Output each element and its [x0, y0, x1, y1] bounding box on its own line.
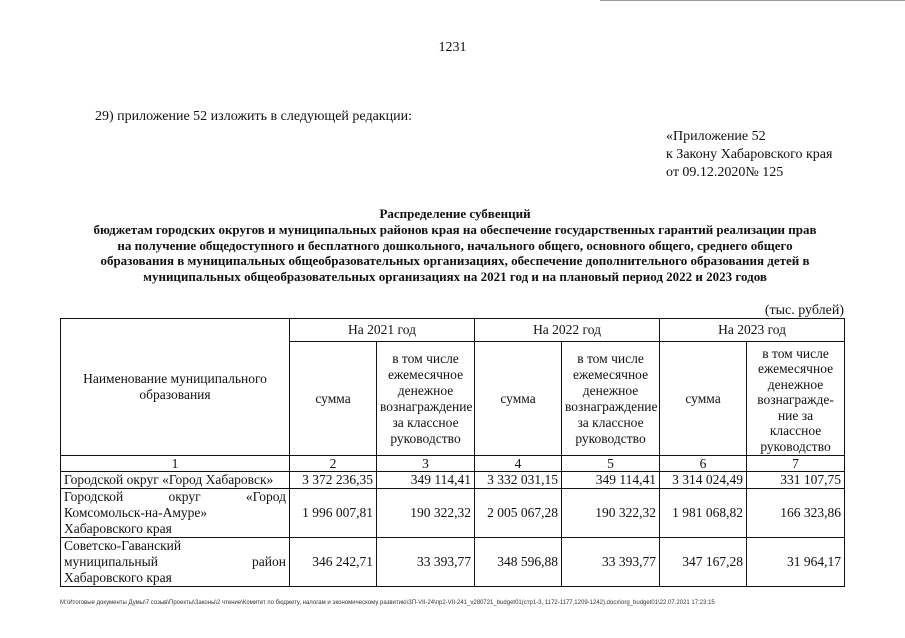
title-line: образования в муниципальных общеобразовательных организациях, обеспечение дополнительного образования детей в	[100, 253, 810, 269]
table-row	[61, 489, 845, 538]
title-line: Распределение субвенций	[379, 206, 531, 221]
cell-sum-2022: 348 596,88	[475, 538, 562, 587]
header-line: вознагражде-	[757, 392, 834, 407]
appendix-reference	[666, 128, 832, 182]
cell-incl-2022: 349 114,41	[562, 472, 660, 489]
column-header-year-2023: На 2023 год	[660, 319, 845, 342]
cell-sum-2021: 346 242,71	[290, 538, 377, 587]
column-header-incl	[747, 342, 845, 456]
row-name-line	[64, 554, 286, 570]
row-name-word: муниципальный	[64, 554, 158, 569]
title-line: бюджетам городских округов и муниципальных районов края на обеспечение государственных гарантий реализации прав	[93, 221, 817, 237]
title-line: на получение общедоступного и бесплатного дошкольного, начального общего, основного общего, среднего общего	[117, 237, 793, 253]
table-row	[61, 472, 845, 489]
header-row-years	[61, 319, 845, 342]
top-edge-line	[600, 0, 905, 1]
column-number: 4	[475, 456, 562, 472]
column-header-sum: сумма	[475, 342, 562, 456]
header-line: ежемесячное	[757, 361, 834, 376]
row-name	[61, 489, 290, 538]
row-name-line	[64, 489, 286, 505]
row-name-line: Хабаровского края	[64, 570, 172, 585]
subvention-table	[60, 318, 845, 587]
column-number: 7	[747, 456, 845, 472]
column-number: 1	[61, 456, 290, 472]
cell-incl-2023: 166 323,86	[747, 489, 845, 538]
row-name-line: Советско-Гаванский	[64, 538, 182, 553]
cell-incl-2021: 190 322,32	[377, 489, 475, 538]
header-line: классное	[769, 423, 822, 438]
cell-sum-2023: 347 167,28	[660, 538, 747, 587]
intro-text: 29) приложение 52 изложить в следующей редакции:	[95, 109, 412, 124]
column-header-sum: сумма	[660, 342, 747, 456]
cell-sum-2021: 3 372 236,35	[290, 472, 377, 489]
row-name-word: район	[252, 554, 286, 569]
column-header-incl: в том числе ежемесячное денежное вознаграждение за классное руководство	[562, 342, 660, 456]
cell-sum-2021: 1 996 007,81	[290, 489, 377, 538]
column-header-year-2022: На 2022 год	[475, 319, 660, 342]
cell-incl-2021: 349 114,41	[377, 472, 475, 489]
cell-sum-2022: 3 332 031,15	[475, 472, 562, 489]
column-header-sum: сумма	[290, 342, 377, 456]
row-name-word: «Город	[245, 489, 286, 504]
table-row	[61, 538, 845, 587]
cell-sum-2023: 3 314 024,49	[660, 472, 747, 489]
row-name-word: округ	[168, 489, 201, 504]
cell-incl-2023: 331 107,75	[747, 472, 845, 489]
header-line: руководство	[760, 438, 831, 454]
row-name-line: Хабаровского края	[64, 521, 172, 536]
row-name-word: Городской	[64, 489, 124, 504]
row-name	[61, 472, 290, 489]
column-header-name: Наименование муниципального образования	[61, 319, 290, 456]
appendix-line-2: к Закону Хабаровского края	[666, 147, 833, 162]
appendix-line-1: «Приложение 52	[666, 129, 766, 144]
column-number: 3	[377, 456, 475, 472]
cell-incl-2023: 31 964,17	[747, 538, 845, 587]
column-number: 5	[562, 456, 660, 472]
column-number-row	[61, 456, 845, 472]
column-number: 6	[660, 456, 747, 472]
column-header-incl: в том числе ежемесячное денежное вознаграждение за классное руководство	[377, 342, 475, 456]
units-label: (тыс. рублей)	[764, 303, 844, 318]
cell-sum-2022: 2 005 067,28	[475, 489, 562, 538]
column-header-year-2021: На 2021 год	[290, 319, 475, 342]
row-name-line: Комсомольск-на-Амуре»	[64, 505, 208, 520]
page-number: 1231	[438, 40, 467, 55]
document-title	[52, 206, 858, 285]
appendix-line-3: от 09.12.2020№ 125	[666, 165, 784, 180]
header-line: ние за	[777, 407, 814, 423]
cell-incl-2021: 33 393,77	[377, 538, 475, 587]
file-path-footer: M:\Итоговые документы Думы\7 созыв\Проекты\Законы\2 чтение\Комитет по бюджету, налогам и экономическому развитию\ЗП-VII-24\пр2-VII-241_v280721_budget01(стр1-3, 1172-1177,1209-1242).docx\org_budget01\22.07.2021 17:23:15	[60, 600, 715, 606]
title-line: муниципальных общеобразовательных организациях на 2021 год и на плановый период 2022 и 2023 годов	[143, 269, 767, 285]
cell-incl-2022: 190 322,32	[562, 489, 660, 538]
header-line: денежное	[767, 376, 824, 392]
row-name-line: Городской округ «Город Хабаровск»	[64, 472, 274, 487]
row-name	[61, 538, 290, 587]
header-line: в том числе	[762, 345, 829, 361]
column-number: 2	[290, 456, 377, 472]
cell-sum-2023: 1 981 068,82	[660, 489, 747, 538]
cell-incl-2022: 33 393,77	[562, 538, 660, 587]
